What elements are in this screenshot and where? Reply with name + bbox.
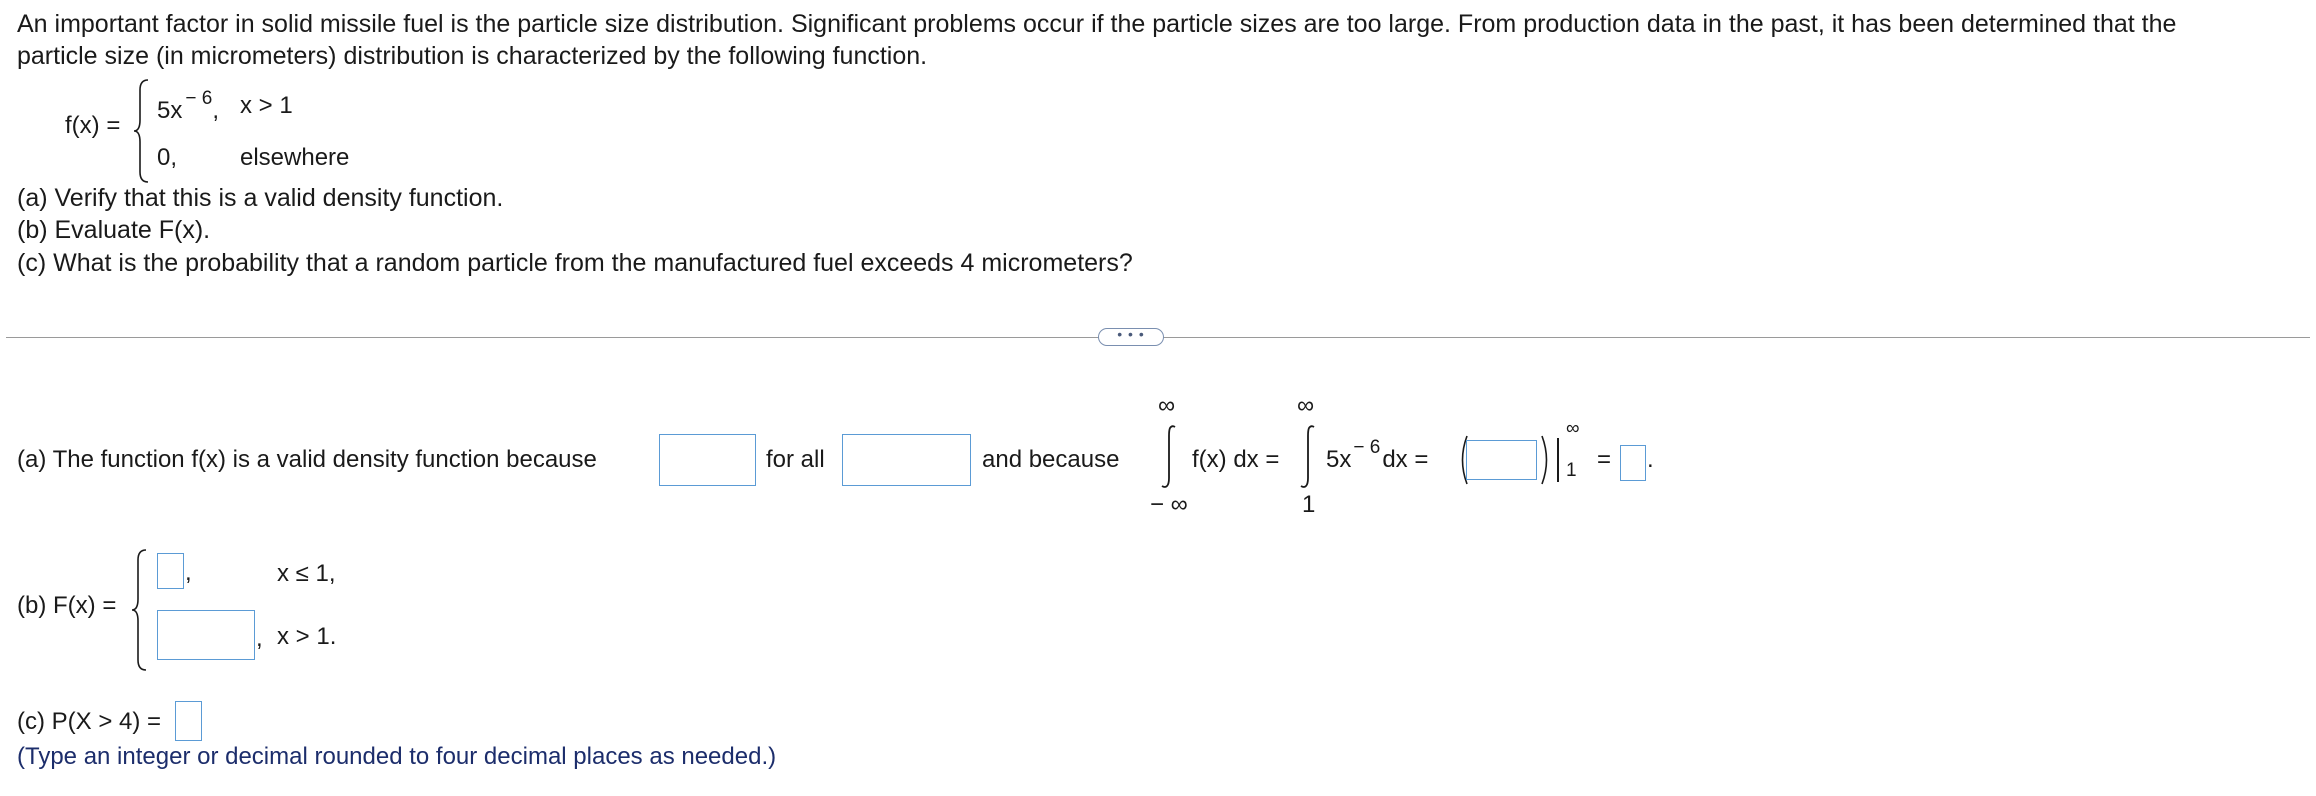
left-brace-icon	[131, 548, 149, 672]
problem-text-line-1: An important factor in solid missile fuel is the particle size distribution. Significant problems occur if the particle sizes are too large. From production data in the past, it has been determined that the	[17, 10, 2177, 38]
integral-value-input[interactable]	[1620, 445, 1646, 481]
cdf-case2-input[interactable]	[157, 610, 255, 660]
antiderivative-input[interactable]	[1466, 440, 1537, 480]
case1-condition: x > 1	[240, 92, 293, 119]
integral2-integrand: 5x $^{- 6}$dx =	[1326, 437, 1429, 473]
answer-b-label: (b) F(x) =	[17, 592, 117, 619]
answer-c-label: (c) P(X > 4) =	[17, 708, 162, 735]
equals-sign: =	[1597, 446, 1612, 473]
cdf-case1-condition: x ≤ 1,	[277, 560, 336, 587]
answer-a-prefix: (a) The function f(x) is a valid density function because	[17, 446, 597, 473]
more-options-button[interactable]: • • •	[1098, 328, 1164, 346]
integral1-upper-limit: ∞	[1158, 392, 1176, 419]
rounding-instruction: (Type an integer or decimal rounded to four decimal places as needed.)	[17, 743, 777, 770]
answer-a-condition-input[interactable]	[659, 434, 756, 486]
fx-label: f(x) =	[65, 112, 121, 139]
question-part-a: (a) Verify that this is a valid density function.	[17, 184, 504, 212]
answer-a-and-because: and because	[982, 446, 1120, 473]
case1-expression: 5x $^{- 6}$,	[157, 88, 219, 124]
answer-a-domain-input[interactable]	[842, 434, 971, 486]
case2-expression: 0,	[157, 144, 178, 171]
probability-input[interactable]	[175, 701, 202, 741]
integral1-sign-icon	[1160, 424, 1178, 490]
cdf-case2-comma: ,	[256, 625, 263, 652]
evaluation-lower-limit: 1	[1566, 460, 1577, 481]
right-paren-icon	[1539, 434, 1553, 486]
left-brace-icon	[133, 78, 151, 184]
evaluation-upper-limit: ∞	[1566, 418, 1580, 439]
answer-a-for-all: for all	[766, 446, 825, 473]
case2-condition: elsewhere	[240, 144, 350, 171]
question-part-c: (c) What is the probability that a random particle from the manufactured fuel exceeds 4 micrometers?	[17, 249, 1133, 277]
integral2-sign-icon	[1299, 424, 1317, 490]
evaluation-bar	[1557, 438, 1559, 482]
integral2-upper-limit: ∞	[1297, 392, 1315, 419]
integral1-lower-limit: − ∞	[1150, 491, 1188, 518]
integral1-integrand: f(x) dx =	[1192, 446, 1280, 473]
cdf-case2-condition: x > 1.	[277, 623, 337, 650]
integral2-lower-limit: 1	[1302, 491, 1316, 518]
cdf-case1-input[interactable]	[157, 553, 184, 589]
cdf-case1-comma: ,	[185, 559, 192, 586]
period: .	[1647, 446, 1654, 473]
question-part-b: (b) Evaluate F(x).	[17, 216, 211, 244]
problem-text-line-2: particle size (in micrometers) distribution is characterized by the following function.	[17, 42, 928, 70]
